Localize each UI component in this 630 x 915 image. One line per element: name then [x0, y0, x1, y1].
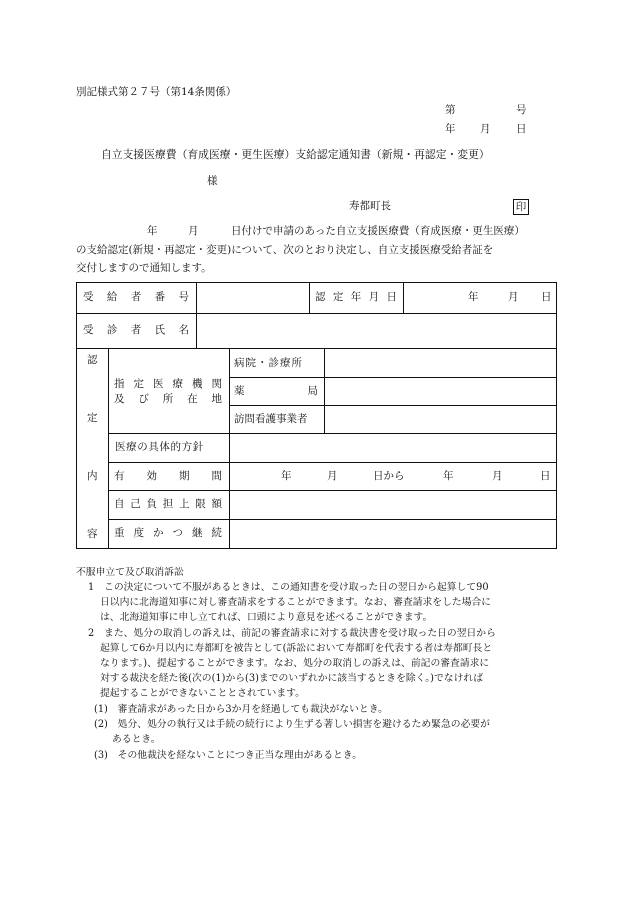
validity-from: 日から	[373, 470, 405, 482]
nintei-char-2: 定	[87, 412, 98, 424]
appeal-line: 2 また、処分の取消しの訴えは、前記の審査請求に対する裁決書を受け取った日の翌日から	[88, 628, 496, 639]
cert-date-year: 年	[468, 291, 479, 303]
appeal-heading: 不服申立て及び取消訴訟	[76, 567, 184, 578]
cert-date-month: 月	[508, 291, 519, 303]
issuer-name: 寿都町長	[349, 200, 391, 212]
patient-name-label: 受 診 者 氏 名	[83, 324, 189, 336]
body-line1: 日付けで申請のあった自立支援医療費（育成医療・更生医療）	[231, 225, 525, 237]
validity-label: 有 効 期 間	[114, 470, 222, 482]
page-title: 自立支援医療費（育成医療・更生医療）支給認定通知書（新規・再認定・変更）	[101, 148, 490, 161]
body-month: 月	[188, 225, 199, 237]
appeal-line: 対する裁決を経た後(次の(1)から(3)までのいずれかに該当するときを除く。)でなければ	[100, 673, 483, 684]
validity-month1: 月	[327, 470, 338, 482]
nintei-char-1: 認	[87, 354, 98, 366]
appeal-subitem: (2) 処分、処分の執行又は手続の続行により生ずる著しい損害を避けるため緊急の必要が	[94, 719, 490, 730]
body-line3: 交付しますので通知します。	[76, 262, 212, 274]
validity-month2: 月	[492, 470, 503, 482]
cert-date-day: 日	[541, 291, 552, 303]
appeal-subitem: あるとき。	[112, 734, 161, 745]
facility-label-line2: 及 び 所 在 地	[114, 393, 222, 405]
appeal-line: は、北海道知事に申し立てれば、口頭により意見を述べることができます。	[100, 612, 433, 623]
appeal-line: 起算して6か月以内に寿都町を被告として(訴訟において寿都町を代表する者は寿都町長と	[100, 643, 493, 654]
appeal-line: 1 この決定について不服があるときは、この通知書を受け取った日の翌日から起算して90	[88, 582, 489, 593]
doc-no-dai: 第	[445, 104, 456, 116]
validity-day2: 日	[540, 470, 551, 482]
facility-type-nursing: 訪問看護事業者	[234, 413, 308, 425]
body-year: 年	[147, 225, 158, 237]
treatment-plan-label: 医療の具体的方針	[115, 441, 204, 453]
severe-continuous-label: 重 度 か つ 継 続	[114, 527, 222, 539]
facility-type-pharmacy: 薬 局	[234, 385, 318, 397]
appeal-line: 提起することができないこととされています。	[100, 688, 305, 699]
nintei-char-3: 内	[87, 470, 98, 482]
date-month: 月	[480, 123, 491, 135]
nintei-char-4: 容	[87, 528, 98, 540]
appeal-line: なります。)、提起することができます。なお、処分の取消しの訴えは、前記の審査請求に	[100, 658, 490, 669]
facility-type-hospital: 病院・診療所	[234, 357, 303, 369]
appeal-line: 日以内に北海道知事に対し審査請求をすることができます。なお、審査請求をした場合に	[100, 597, 492, 608]
body-line2: の支給認定(新規・再認定・変更)について、次のとおり決定し、自立支援医療受給者証を	[76, 244, 494, 256]
cert-date-label: 認 定 年 月 日	[315, 291, 397, 303]
form-number: 別記様式第２７号（第14条関係）	[76, 86, 237, 98]
validity-year1: 年	[281, 470, 292, 482]
doc-no-go: 号	[516, 104, 527, 116]
appeal-subitem: (3) その他裁決を経ないことにつき正当な理由があるとき。	[94, 750, 363, 761]
recipient-suffix: 様	[207, 175, 218, 187]
seal-mark: 印	[513, 199, 529, 215]
date-year: 年	[445, 123, 456, 135]
copay-limit-label: 自 己 負 担 上 限 額	[114, 498, 222, 510]
facility-label-line1: 指 定 医 療 機 関	[114, 378, 222, 390]
date-day: 日	[516, 123, 527, 135]
recipient-number-label: 受 給 者 番 号	[83, 291, 189, 303]
validity-year2: 年	[443, 470, 454, 482]
appeal-subitem: (1) 審査請求があった日から3か月を経過しても裁決がないとき。	[94, 704, 388, 715]
